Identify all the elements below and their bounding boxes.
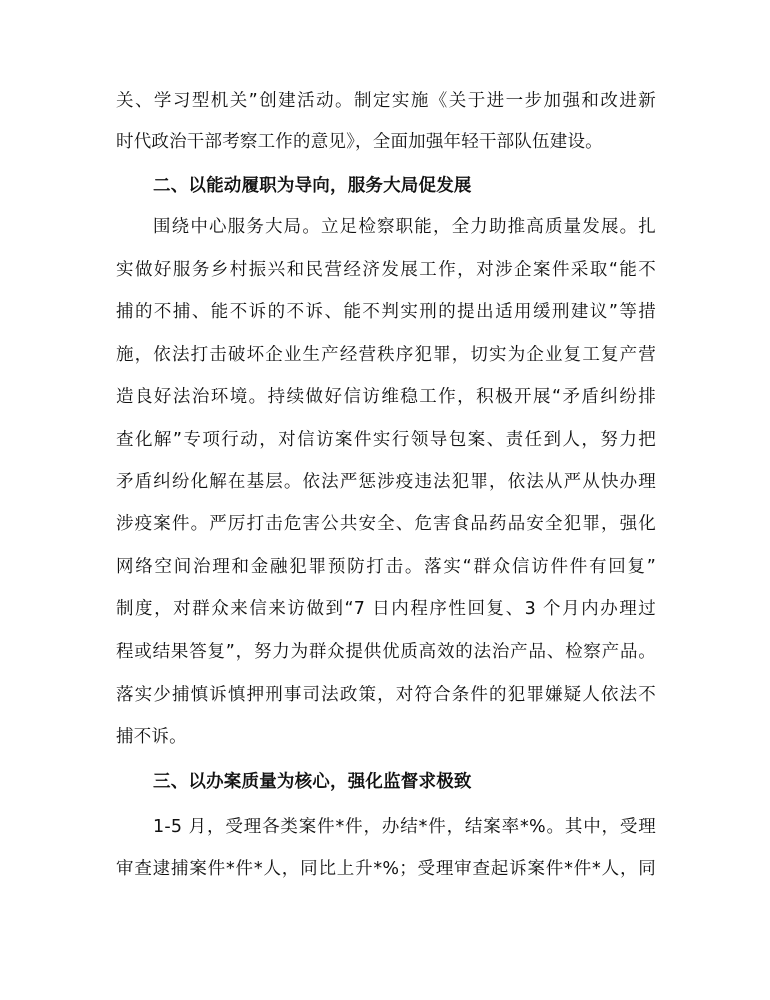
text-line: 查化解”专项行动，对信访案件实行领导包案、责任到人，努力把 (116, 430, 656, 450)
text-line: 造良好法治环境。持续做好信访维稳工作，积极开展“矛盾纠纷排 (116, 387, 656, 407)
text-line: 网络空间治理和金融犯罪预防打击。落实“群众信访件件有回复” (116, 557, 656, 577)
text-line: 落实少捕慎诉慎押刑事司法政策，对符合条件的犯罪嫌疑人依法不 (116, 685, 656, 705)
section-heading: 三、以办案质量为核心，强化监督求极致 (153, 772, 472, 792)
text-line: 审查逮捕案件*件*人，同比上升*%；受理审查起诉案件*件*人，同 (116, 859, 656, 879)
text-line: 时代政治干部考察工作的意见》，全面加强年轻干部队伍建设。 (116, 132, 603, 152)
text-line: 捕的不捕、能不诉的不诉、能不判实刑的提出适用缓刑建议”等措 (116, 302, 656, 322)
text-line: 捕不诉。 (116, 727, 187, 747)
text-line: 围绕中心服务大局。立足检察职能，全力助推高质量发展。扎 (153, 217, 656, 237)
text-line: 实做好服务乡村振兴和民营经济发展工作，对涉企案件采取“能不 (116, 260, 656, 280)
text-line: 涉疫案件。严厉打击危害公共安全、危害食品药品安全犯罪，强化 (116, 514, 656, 534)
text-line: 关、学习型机关”创建活动。制定实施《关于进一步加强和改进新 (116, 91, 656, 111)
section-heading: 二、以能动履职为导向，服务大局促发展 (153, 176, 472, 196)
text-line: 矛盾纠纷化解在基层。依法严惩涉疫违法犯罪，依法从严从快办理 (116, 472, 656, 492)
text-line: 程或结果答复”，努力为群众提供优质高效的法治产品、检察产品。 (116, 642, 656, 662)
text-line: 制度，对群众来信来访做到“7 日内程序性回复、3 个月内办理过 (116, 599, 656, 619)
text-line: 1-5 月，受理各类案件*件，办结*件，结案率*%。其中，受理 (153, 817, 656, 837)
text-line: 施，依法打击破坏企业生产经营秩序犯罪，切实为企业复工复产营 (116, 345, 656, 365)
